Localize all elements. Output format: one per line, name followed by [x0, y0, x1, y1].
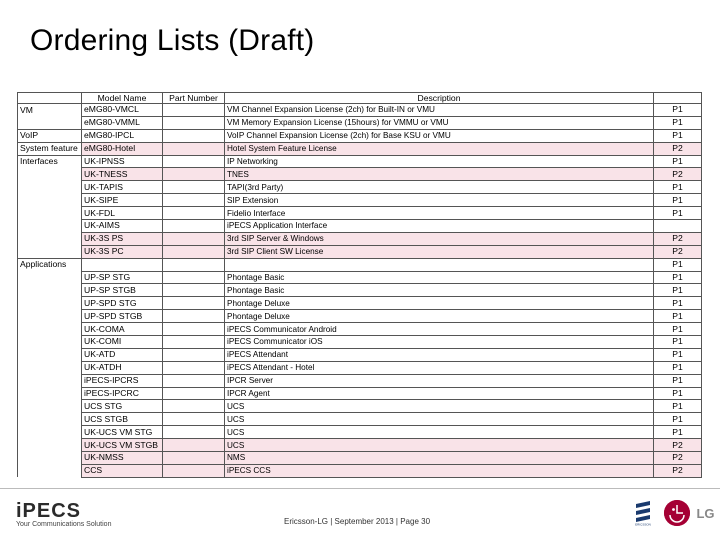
lg-logo	[664, 500, 715, 526]
category-cell	[18, 439, 82, 452]
ordering-table	[17, 92, 702, 478]
description-cell: Phontage Deluxe	[225, 310, 654, 323]
description-cell: iPECS Attendant	[225, 348, 654, 361]
description-cell: Phontage Basic	[225, 284, 654, 297]
model-name-cell: UP-SPD STGB	[82, 310, 163, 323]
ericsson-wordmark: ERICSSON	[635, 522, 651, 526]
col-header-category	[18, 93, 82, 104]
category-cell: VM	[18, 104, 82, 117]
priority-cell: P1	[654, 374, 702, 387]
category-cell	[18, 220, 82, 233]
category-cell	[18, 361, 82, 374]
model-name-cell: iPECS-IPCRS	[82, 374, 163, 387]
model-name-cell: UK-SIPE	[82, 194, 163, 207]
priority-cell: P1	[654, 284, 702, 297]
priority-cell: P2	[654, 168, 702, 181]
lg-face-icon	[664, 500, 690, 526]
priority-cell: P1	[654, 348, 702, 361]
table-row	[18, 413, 702, 426]
category-cell: System feature	[18, 142, 82, 155]
model-name-cell: UK-COMI	[82, 336, 163, 349]
priority-cell: P1	[654, 271, 702, 284]
table-row	[18, 310, 702, 323]
table-row	[18, 129, 702, 142]
ordering-table-wrap	[17, 92, 701, 478]
description-cell: IP Networking	[225, 155, 654, 168]
category-cell	[18, 271, 82, 284]
description-cell: SIP Extension	[225, 194, 654, 207]
category-cell	[18, 400, 82, 413]
part-number-cell	[163, 116, 225, 129]
priority-cell: P1	[654, 116, 702, 129]
model-name-cell: eMG80-VMML	[82, 116, 163, 129]
part-number-cell	[163, 323, 225, 336]
description-cell: VM Channel Expansion License (2ch) for Built-IN or VMU	[225, 104, 654, 117]
priority-cell: P1	[654, 207, 702, 220]
part-number-cell	[163, 348, 225, 361]
category-cell	[18, 348, 82, 361]
category-cell	[18, 194, 82, 207]
model-name-cell: UP-SP STG	[82, 271, 163, 284]
priority-cell: P1	[654, 258, 702, 271]
priority-cell: P1	[654, 336, 702, 349]
part-number-cell	[163, 336, 225, 349]
table-row	[18, 464, 702, 477]
priority-cell: P1	[654, 194, 702, 207]
col-header-priority	[654, 93, 702, 104]
table-row	[18, 271, 702, 284]
part-number-cell	[163, 464, 225, 477]
model-name-cell: UK-UCS VM STG	[82, 426, 163, 439]
description-cell: UCS	[225, 439, 654, 452]
description-cell: 3rd SIP Client SW License	[225, 245, 654, 258]
description-cell: UCS	[225, 400, 654, 413]
priority-cell: P1	[654, 155, 702, 168]
model-name-cell: iPECS-IPCRC	[82, 387, 163, 400]
col-header-description: Description	[225, 93, 654, 104]
category-cell	[18, 374, 82, 387]
model-name-cell	[82, 258, 163, 271]
part-number-cell	[163, 104, 225, 117]
model-name-cell: UP-SPD STG	[82, 297, 163, 310]
priority-cell: P1	[654, 310, 702, 323]
priority-cell: P2	[654, 142, 702, 155]
description-cell: iPECS Communicator iOS	[225, 336, 654, 349]
model-name-cell: UK-ATD	[82, 348, 163, 361]
model-name-cell: UK-ATDH	[82, 361, 163, 374]
table-row	[18, 361, 702, 374]
priority-cell: P1	[654, 400, 702, 413]
category-cell	[18, 323, 82, 336]
category-cell	[18, 426, 82, 439]
table-row	[18, 116, 702, 129]
part-number-cell	[163, 168, 225, 181]
table-row	[18, 181, 702, 194]
ipecs-logo	[16, 500, 111, 528]
description-cell: iPECS Attendant - Hotel	[225, 361, 654, 374]
category-cell	[18, 116, 82, 129]
description-cell: Phontage Basic	[225, 271, 654, 284]
model-name-cell: UK-3S PS	[82, 232, 163, 245]
description-cell: iPECS Application Interface	[225, 220, 654, 233]
description-cell: TNES	[225, 168, 654, 181]
description-cell: iPECS CCS	[225, 464, 654, 477]
description-cell: IPCR Server	[225, 374, 654, 387]
description-cell: NMS	[225, 452, 654, 465]
description-cell: iPECS Communicator Android	[225, 323, 654, 336]
priority-cell: P2	[654, 452, 702, 465]
table-row	[18, 348, 702, 361]
model-name-cell: UCS STGB	[82, 413, 163, 426]
description-cell: Phontage Deluxe	[225, 297, 654, 310]
category-cell	[18, 413, 82, 426]
category-cell	[18, 245, 82, 258]
description-cell: VoIP Channel Expansion License (2ch) for Base KSU or VMU	[225, 129, 654, 142]
description-cell	[225, 258, 654, 271]
table-row	[18, 400, 702, 413]
model-name-cell: UK-TAPIS	[82, 181, 163, 194]
table-row	[18, 168, 702, 181]
model-name-cell: UCS STG	[82, 400, 163, 413]
table-row	[18, 258, 702, 271]
model-name-cell: UP-SP STGB	[82, 284, 163, 297]
table-row	[18, 104, 702, 117]
part-number-cell	[163, 297, 225, 310]
description-cell: 3rd SIP Server & Windows	[225, 232, 654, 245]
part-number-cell	[163, 439, 225, 452]
col-header-model: Model Name	[82, 93, 163, 104]
category-cell	[18, 284, 82, 297]
lg-circle-icon	[664, 500, 690, 526]
part-number-cell	[163, 387, 225, 400]
table-row	[18, 374, 702, 387]
category-cell: Applications	[18, 258, 82, 271]
part-number-cell	[163, 258, 225, 271]
priority-cell: P2	[654, 464, 702, 477]
category-cell	[18, 387, 82, 400]
model-name-cell: UK-UCS VM STGB	[82, 439, 163, 452]
model-name-cell: eMG80-VMCL	[82, 104, 163, 117]
footer-text: Ericsson-LG | September 2013 | Page 30	[284, 517, 431, 526]
table-body	[18, 104, 702, 478]
part-number-cell	[163, 194, 225, 207]
table-header-row	[18, 93, 702, 104]
table-row	[18, 194, 702, 207]
part-number-cell	[163, 426, 225, 439]
model-name-cell: UK-TNESS	[82, 168, 163, 181]
part-number-cell	[163, 220, 225, 233]
part-number-cell	[163, 413, 225, 426]
priority-cell: P1	[654, 181, 702, 194]
category-cell: Interfaces	[18, 155, 82, 168]
description-cell: TAPI(3rd Party)	[225, 181, 654, 194]
table-row	[18, 207, 702, 220]
priority-cell: P1	[654, 361, 702, 374]
part-number-cell	[163, 245, 225, 258]
model-name-cell: UK-COMA	[82, 323, 163, 336]
part-number-cell	[163, 452, 225, 465]
description-cell: UCS	[225, 413, 654, 426]
part-number-cell	[163, 374, 225, 387]
priority-cell: P1	[654, 426, 702, 439]
table-row	[18, 245, 702, 258]
priority-cell: P1	[654, 413, 702, 426]
table-row	[18, 284, 702, 297]
part-number-cell	[163, 129, 225, 142]
table-row	[18, 220, 702, 233]
priority-cell: P1	[654, 104, 702, 117]
part-number-cell	[163, 142, 225, 155]
description-cell: UCS	[225, 426, 654, 439]
table-row	[18, 336, 702, 349]
table-row	[18, 142, 702, 155]
col-header-part: Part Number	[163, 93, 225, 104]
priority-cell: P1	[654, 297, 702, 310]
table-row	[18, 323, 702, 336]
part-number-cell	[163, 310, 225, 323]
priority-cell: P1	[654, 129, 702, 142]
ipecs-brand: iPECS	[16, 500, 82, 522]
part-number-cell	[163, 232, 225, 245]
model-name-cell: eMG80-IPCL	[82, 129, 163, 142]
category-cell	[18, 232, 82, 245]
category-cell	[18, 181, 82, 194]
priority-cell: P2	[654, 245, 702, 258]
model-name-cell: CCS	[82, 464, 163, 477]
category-cell	[18, 310, 82, 323]
part-number-cell	[163, 361, 225, 374]
description-cell: VM Memory Expansion License (15hours) for VMMU or VMU	[225, 116, 654, 129]
table-row	[18, 452, 702, 465]
description-cell: IPCR Agent	[225, 387, 654, 400]
part-number-cell	[163, 207, 225, 220]
table-row	[18, 387, 702, 400]
table-row	[18, 155, 702, 168]
priority-cell: P2	[654, 232, 702, 245]
category-cell	[18, 168, 82, 181]
category-cell: VoIP	[18, 129, 82, 142]
table-row	[18, 426, 702, 439]
table-row	[18, 297, 702, 310]
lg-wordmark: LG	[696, 505, 715, 521]
page-title: Ordering Lists (Draft)	[30, 24, 315, 57]
model-name-cell: UK-NMSS	[82, 452, 163, 465]
category-cell	[18, 336, 82, 349]
ipecs-tagline: Your Communications Solution	[16, 521, 112, 528]
priority-cell: P1	[654, 323, 702, 336]
table-row	[18, 232, 702, 245]
priority-cell	[654, 220, 702, 233]
category-cell	[18, 452, 82, 465]
ericsson-logo-icon	[632, 500, 654, 526]
category-cell	[18, 207, 82, 220]
part-number-cell	[163, 271, 225, 284]
model-name-cell: eMG80-Hotel	[82, 142, 163, 155]
category-cell	[18, 297, 82, 310]
part-number-cell	[163, 284, 225, 297]
part-number-cell	[163, 400, 225, 413]
model-name-cell: UK-AIMS	[82, 220, 163, 233]
model-name-cell: UK-IPNSS	[82, 155, 163, 168]
category-cell	[18, 464, 82, 477]
part-number-cell	[163, 181, 225, 194]
table-row	[18, 439, 702, 452]
part-number-cell	[163, 155, 225, 168]
footer-divider	[0, 488, 720, 489]
model-name-cell: UK-3S PC	[82, 245, 163, 258]
description-cell: Hotel System Feature License	[225, 142, 654, 155]
description-cell: Fidelio Interface	[225, 207, 654, 220]
priority-cell: P2	[654, 439, 702, 452]
priority-cell: P1	[654, 387, 702, 400]
model-name-cell: UK-FDL	[82, 207, 163, 220]
